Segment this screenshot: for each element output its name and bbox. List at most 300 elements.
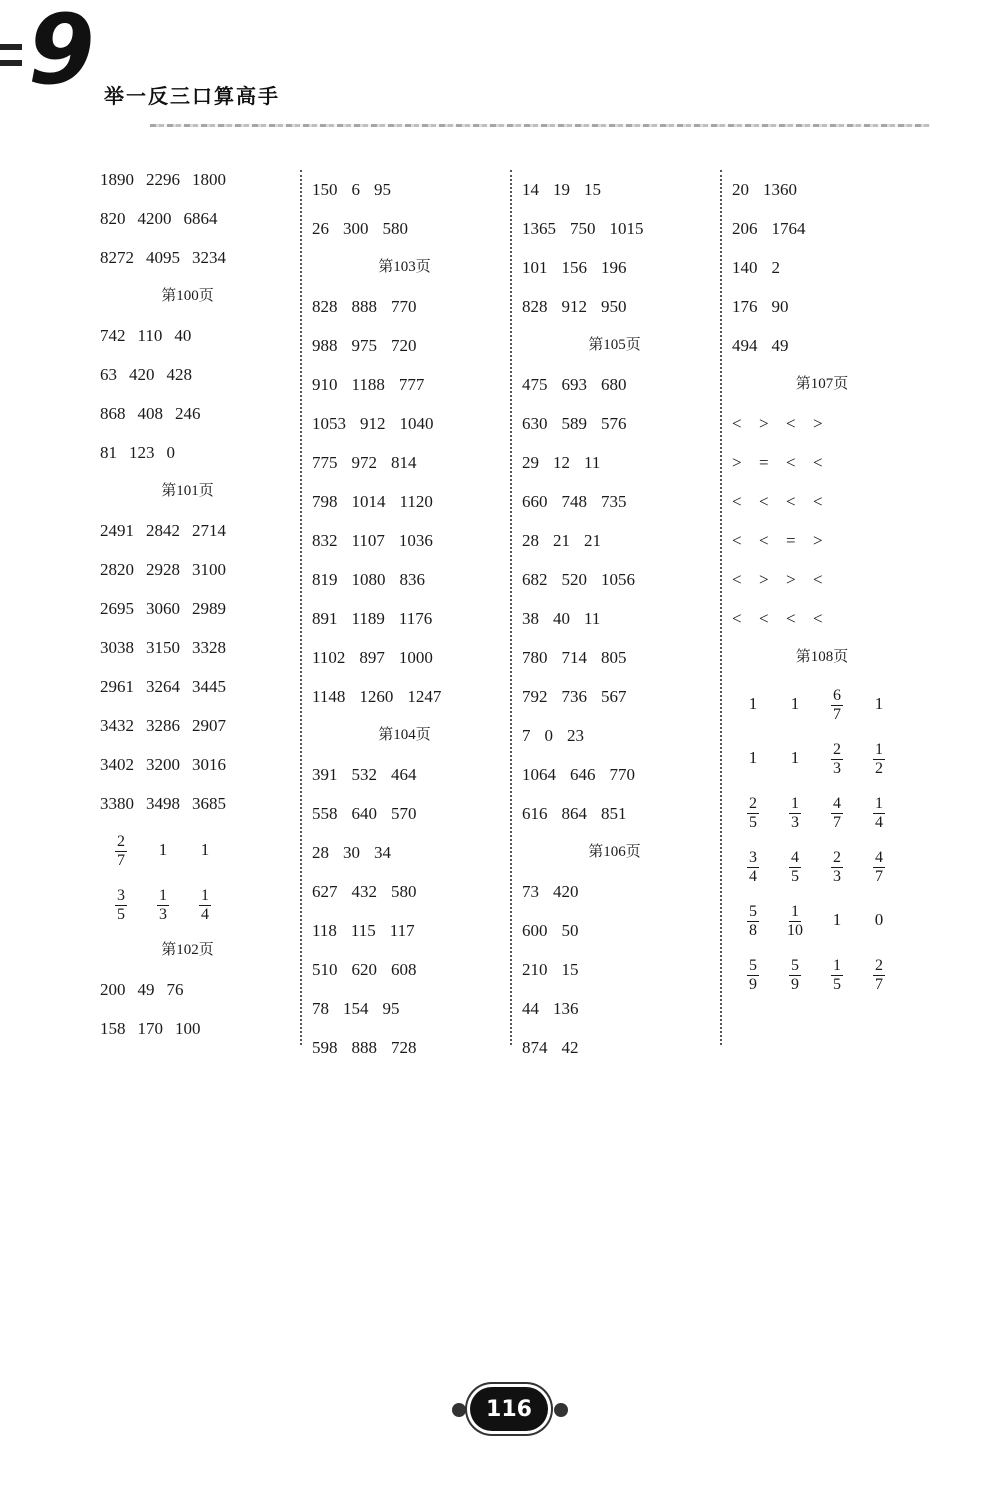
- answer-value: 1247: [407, 687, 442, 706]
- page-heading: 第105页: [588, 337, 641, 353]
- fraction-slot: [732, 694, 774, 714]
- answer-value: 11: [584, 453, 601, 472]
- fraction: [747, 903, 759, 940]
- fraction-slot: [774, 847, 816, 886]
- answer-value: 95: [382, 999, 400, 1018]
- answer-value: 494: [732, 336, 758, 355]
- answer-value: 2: [771, 258, 780, 277]
- answer-value: 736: [561, 687, 587, 706]
- fraction-slot: [184, 840, 226, 860]
- answer-row: [522, 287, 727, 326]
- answer-value: 888: [351, 1038, 377, 1057]
- fraction: [115, 887, 127, 924]
- comparison-symbol: <: [732, 570, 742, 589]
- fraction-slot: [816, 685, 858, 724]
- answer-value: 897: [359, 648, 385, 667]
- comparison-symbol: >: [732, 453, 742, 472]
- answer-value: 798: [312, 492, 338, 511]
- answer-value: 156: [561, 258, 587, 277]
- denominator: 3: [159, 905, 167, 923]
- answer-row: [312, 326, 517, 365]
- answer-row: [732, 248, 932, 287]
- denominator: 7: [875, 975, 883, 993]
- comparison-row: [732, 521, 932, 560]
- answer-row: [312, 170, 517, 209]
- answer-row: [100, 160, 295, 199]
- answer-column-1: [100, 160, 295, 1045]
- answer-value: 2907: [192, 716, 226, 735]
- answer-value: 78: [312, 999, 329, 1018]
- answer-value: 742: [100, 326, 126, 345]
- comparison-symbol: <: [786, 492, 796, 511]
- answer-row: [312, 365, 517, 404]
- answer-value: 1120: [399, 492, 433, 511]
- answer-value: 0: [544, 726, 553, 745]
- answer-row: [100, 316, 295, 355]
- answer-value: 23: [567, 726, 584, 745]
- brand-dash: [0, 60, 22, 66]
- answer-value: 95: [374, 180, 391, 199]
- fraction: [831, 741, 843, 778]
- page-heading: 第102页: [161, 942, 214, 958]
- fraction-slot: [858, 793, 900, 832]
- denominator: 9: [791, 975, 799, 993]
- answer-value: 910: [312, 375, 338, 394]
- answer-value: 3402: [100, 755, 134, 774]
- answer-row: [312, 677, 517, 716]
- answer-value: 464: [391, 765, 417, 784]
- answer-value: 432: [351, 882, 377, 901]
- answer-value: 950: [601, 297, 627, 316]
- answer-row: [100, 238, 295, 277]
- answer-row: [522, 872, 727, 911]
- numerator: 3: [117, 886, 125, 904]
- page-number: 116: [470, 1387, 548, 1431]
- page-heading: 第103页: [378, 259, 431, 275]
- numerator: 1: [833, 956, 841, 974]
- answer-row: [522, 950, 727, 989]
- answer-value: 110: [137, 326, 163, 345]
- answer-value: 158: [100, 1019, 126, 1038]
- denominator: 9: [749, 975, 757, 993]
- answer-value: 777: [398, 375, 425, 394]
- denominator: 3: [791, 813, 799, 831]
- answer-row: [312, 482, 517, 521]
- answer-row: [100, 784, 295, 823]
- fraction-slot: [732, 748, 774, 768]
- answer-value: 864: [561, 804, 587, 823]
- answer-row: [312, 404, 517, 443]
- answer-value: 154: [343, 999, 369, 1018]
- answer-row: [312, 755, 517, 794]
- answer-value: 420: [553, 882, 579, 901]
- answer-value: 714: [561, 648, 587, 667]
- answer-value: 2842: [146, 521, 180, 540]
- page-heading: 第101页: [161, 483, 214, 499]
- comparison-symbol: <: [786, 414, 796, 433]
- answer-value: 2928: [146, 560, 180, 579]
- answer-value: 805: [601, 648, 627, 667]
- denominator: 7: [875, 867, 883, 885]
- answer-value: 3380: [100, 794, 134, 813]
- answer-value: 170: [137, 1019, 163, 1038]
- answer-value: 660: [522, 492, 548, 511]
- answer-row: [522, 677, 727, 716]
- answer-value: 770: [391, 297, 417, 316]
- answer-value: 42: [561, 1038, 579, 1057]
- fraction-slot: [100, 885, 142, 924]
- numerator: 1: [875, 794, 883, 812]
- fraction: [789, 957, 801, 994]
- answer-value: 391: [312, 765, 338, 784]
- answer-value: 640: [351, 804, 377, 823]
- answer-value: 576: [601, 414, 627, 433]
- comparison-symbol: <: [786, 453, 796, 472]
- comparison-symbol: <: [759, 531, 769, 550]
- answer-value: 7: [522, 726, 531, 745]
- answer-value: 532: [351, 765, 377, 784]
- answer-value: 50: [561, 921, 579, 940]
- answer-value: 90: [771, 297, 789, 316]
- answer-value: 770: [609, 765, 635, 784]
- answer-value: 81: [100, 443, 117, 462]
- answer-value: 3286: [146, 716, 180, 735]
- answer-value: 680: [601, 375, 627, 394]
- answer-value: 832: [312, 531, 338, 550]
- denominator: 8: [749, 921, 757, 939]
- answer-value: 26: [312, 219, 329, 238]
- fraction-slot: [816, 847, 858, 886]
- fraction: [873, 741, 885, 778]
- answer-value: 598: [312, 1038, 338, 1057]
- numerator: 1: [791, 794, 799, 812]
- answer-value: 510: [312, 960, 338, 979]
- numerator: 3: [749, 848, 757, 866]
- answer-row: [522, 248, 727, 287]
- answer-value: 176: [732, 297, 758, 316]
- denominator: 4: [201, 905, 209, 923]
- answer-row: [100, 745, 295, 784]
- answer-value: 608: [391, 960, 417, 979]
- answer-row: [522, 989, 727, 1028]
- answer-row: [312, 599, 517, 638]
- answer-value: 2714: [192, 521, 226, 540]
- answer-row: [100, 589, 295, 628]
- answer-value: 616: [522, 804, 548, 823]
- answer-value: 580: [391, 882, 417, 901]
- answer-value: 150: [312, 180, 338, 199]
- fraction: [785, 903, 805, 940]
- fraction: [115, 833, 127, 870]
- answer-value: 40: [553, 609, 570, 628]
- fraction-slot: [184, 885, 226, 924]
- fraction-slot: [774, 748, 816, 768]
- answer-row: [100, 1009, 295, 1048]
- answer-value: 975: [351, 336, 377, 355]
- answer-column-4: [720, 170, 932, 1045]
- fraction: [831, 687, 843, 724]
- answer-value: 2296: [146, 170, 180, 189]
- answer-row: [522, 209, 727, 248]
- answer-value: 15: [561, 960, 579, 979]
- numerator: 2: [875, 956, 883, 974]
- answer-row: [522, 911, 727, 950]
- answer-row: [312, 989, 517, 1028]
- answer-row: [522, 638, 727, 677]
- denominator: 2: [875, 759, 883, 777]
- fraction-slot: [142, 885, 184, 924]
- fraction-row: [732, 785, 932, 839]
- answer-value: 117: [389, 921, 415, 940]
- fraction-slot: [732, 793, 774, 832]
- answer-value: 1: [748, 694, 758, 713]
- book-title: 举一反三口算高手: [104, 84, 280, 108]
- answer-row: [100, 433, 295, 472]
- answer-value: 21: [584, 531, 601, 550]
- answer-value: 6864: [183, 209, 218, 228]
- answer-value: 1176: [398, 609, 433, 628]
- answer-value: 49: [771, 336, 789, 355]
- answer-value: 210: [522, 960, 548, 979]
- comparison-symbol: >: [813, 414, 823, 433]
- answer-row: [100, 667, 295, 706]
- answer-value: 1015: [609, 219, 644, 238]
- answer-value: 620: [351, 960, 377, 979]
- answer-value: 1800: [192, 170, 226, 189]
- comparison-row: [732, 404, 932, 443]
- fraction: [747, 795, 759, 832]
- denominator: 5: [749, 813, 757, 831]
- answer-value: 3200: [146, 755, 180, 774]
- fraction-slot: [816, 793, 858, 832]
- answer-value: 246: [175, 404, 201, 423]
- comparison-symbol: <: [732, 492, 742, 511]
- comparison-symbol: <: [786, 609, 796, 628]
- answer-value: 891: [312, 609, 338, 628]
- answer-value: 912: [360, 414, 386, 433]
- numerator: 2: [833, 740, 841, 758]
- fraction-row: [100, 823, 295, 877]
- answer-row: [100, 511, 295, 550]
- answer-row: [100, 550, 295, 589]
- fraction-slot: [732, 955, 774, 994]
- answer-row: [312, 872, 517, 911]
- denominator: 4: [875, 813, 883, 831]
- answer-value: 720: [391, 336, 417, 355]
- page-heading: 第106页: [588, 844, 641, 860]
- answer-column-3: [510, 170, 727, 1057]
- numerator: 1: [201, 886, 209, 904]
- answer-row: [522, 560, 727, 599]
- answer-value: 1053: [312, 414, 346, 433]
- answer-value: 76: [166, 980, 184, 999]
- answer-value: 420: [129, 365, 155, 384]
- answer-value: 868: [100, 404, 126, 423]
- answer-value: 589: [561, 414, 587, 433]
- fraction-slot: [774, 793, 816, 832]
- fraction-slot: [100, 831, 142, 870]
- denominator: 5: [791, 867, 799, 885]
- answer-value: 28: [522, 531, 539, 550]
- numerator: 2: [833, 848, 841, 866]
- answer-value: 3100: [192, 560, 226, 579]
- answer-value: 600: [522, 921, 548, 940]
- answer-value: 819: [312, 570, 338, 589]
- comparison-symbol: =: [786, 531, 796, 550]
- fraction-row: [732, 839, 932, 893]
- comparison-symbol: >: [759, 414, 769, 433]
- answer-value: 3038: [100, 638, 134, 657]
- answer-value: 814: [391, 453, 417, 472]
- answer-value: 1764: [771, 219, 806, 238]
- answer-value: 0: [874, 910, 884, 929]
- answer-value: 1148: [312, 687, 346, 706]
- fraction: [873, 795, 885, 832]
- answer-row: [732, 326, 932, 365]
- answer-value: 2961: [100, 677, 134, 696]
- comparison-symbol: <: [813, 453, 823, 472]
- comparison-symbol: <: [759, 609, 769, 628]
- comparison-symbol: <: [813, 609, 823, 628]
- answer-row: [522, 755, 727, 794]
- answer-value: 792: [522, 687, 548, 706]
- answer-row: [312, 638, 517, 677]
- answer-value: 12: [553, 453, 570, 472]
- numerator: 5: [749, 956, 757, 974]
- comparison-symbol: <: [759, 492, 769, 511]
- denominator: 5: [833, 975, 841, 993]
- fraction: [831, 849, 843, 886]
- answer-value: 40: [174, 326, 192, 345]
- answer-value: 972: [351, 453, 377, 472]
- answer-value: 2989: [192, 599, 226, 618]
- fraction-slot: [858, 955, 900, 994]
- answer-value: 100: [175, 1019, 201, 1038]
- fraction-slot: [732, 901, 774, 940]
- answer-value: 3498: [146, 794, 180, 813]
- answer-value: 748: [561, 492, 587, 511]
- comparison-row: [732, 560, 932, 599]
- denominator: 7: [833, 813, 841, 831]
- answer-value: 1: [790, 748, 800, 767]
- answer-value: 1: [158, 840, 168, 859]
- answer-row: [522, 599, 727, 638]
- fraction-row: [732, 947, 932, 1001]
- answer-row: [100, 394, 295, 433]
- fraction-slot: [142, 840, 184, 860]
- fraction: [747, 957, 759, 994]
- answer-value: 475: [522, 375, 548, 394]
- numerator: 1: [791, 902, 799, 920]
- fraction: [747, 849, 759, 886]
- denominator: 3: [833, 867, 841, 885]
- answer-row: [732, 209, 932, 248]
- numerator: 1: [875, 740, 883, 758]
- answer-value: 836: [399, 570, 425, 589]
- answer-value: 520: [561, 570, 587, 589]
- fraction-row: [732, 731, 932, 785]
- answer-row: [522, 716, 727, 755]
- comparison-symbol: >: [813, 531, 823, 550]
- answer-row: [312, 911, 517, 950]
- answer-row: [100, 199, 295, 238]
- answer-value: 3060: [146, 599, 180, 618]
- answer-value: 34: [374, 843, 391, 862]
- numerator: 2: [749, 794, 757, 812]
- answer-value: 646: [570, 765, 596, 784]
- answer-value: 4200: [137, 209, 172, 228]
- answer-value: 428: [166, 365, 192, 384]
- answer-value: 775: [312, 453, 338, 472]
- fraction-slot: [774, 901, 816, 940]
- fraction-slot: [774, 955, 816, 994]
- comparison-symbol: <: [732, 414, 742, 433]
- answer-value: 570: [391, 804, 417, 823]
- answer-row: [522, 170, 727, 209]
- comparison-symbol: <: [813, 570, 823, 589]
- numerator: 4: [791, 848, 799, 866]
- answer-row: [100, 706, 295, 745]
- fraction-slot: [816, 739, 858, 778]
- answer-value: 820: [100, 209, 126, 228]
- answer-value: 3328: [192, 638, 226, 657]
- answer-value: 3445: [192, 677, 226, 696]
- answer-value: 15: [584, 180, 601, 199]
- answer-value: 140: [732, 258, 758, 277]
- answer-row: [312, 209, 517, 248]
- answer-row: [312, 443, 517, 482]
- answer-row: [522, 1028, 727, 1067]
- answer-value: 1107: [351, 531, 385, 550]
- answer-value: 851: [601, 804, 627, 823]
- brand-digit: 9: [28, 0, 95, 106]
- answer-value: 115: [350, 921, 376, 940]
- fraction: [157, 887, 169, 924]
- answer-value: 888: [351, 297, 377, 316]
- fraction-slot: [858, 739, 900, 778]
- answer-value: 1064: [522, 765, 556, 784]
- page-heading: 第104页: [378, 727, 431, 743]
- answer-value: 627: [312, 882, 338, 901]
- answer-value: 580: [382, 219, 408, 238]
- answer-value: 2820: [100, 560, 134, 579]
- answer-value: 3234: [192, 248, 226, 267]
- answer-row: [522, 794, 727, 833]
- answer-value: 3685: [192, 794, 226, 813]
- answer-value: 1080: [351, 570, 386, 589]
- fraction: [831, 795, 843, 832]
- fraction: [873, 849, 885, 886]
- fraction: [873, 957, 885, 994]
- comparison-symbol: >: [786, 570, 796, 589]
- fraction-slot: [732, 847, 774, 886]
- answer-value: 828: [522, 297, 548, 316]
- ornament-icon: [452, 1403, 466, 1417]
- answer-row: [312, 560, 517, 599]
- answer-value: 123: [129, 443, 155, 462]
- answer-value: 1: [748, 748, 758, 767]
- answer-row: [312, 794, 517, 833]
- answer-value: 4095: [146, 248, 180, 267]
- answer-value: 1188: [351, 375, 385, 394]
- answer-row: [100, 355, 295, 394]
- answer-value: 1102: [312, 648, 346, 667]
- answer-row: [312, 1028, 517, 1067]
- answer-row: [312, 521, 517, 560]
- answer-row: [732, 170, 932, 209]
- page-heading: 第108页: [795, 649, 849, 665]
- answer-row: [312, 950, 517, 989]
